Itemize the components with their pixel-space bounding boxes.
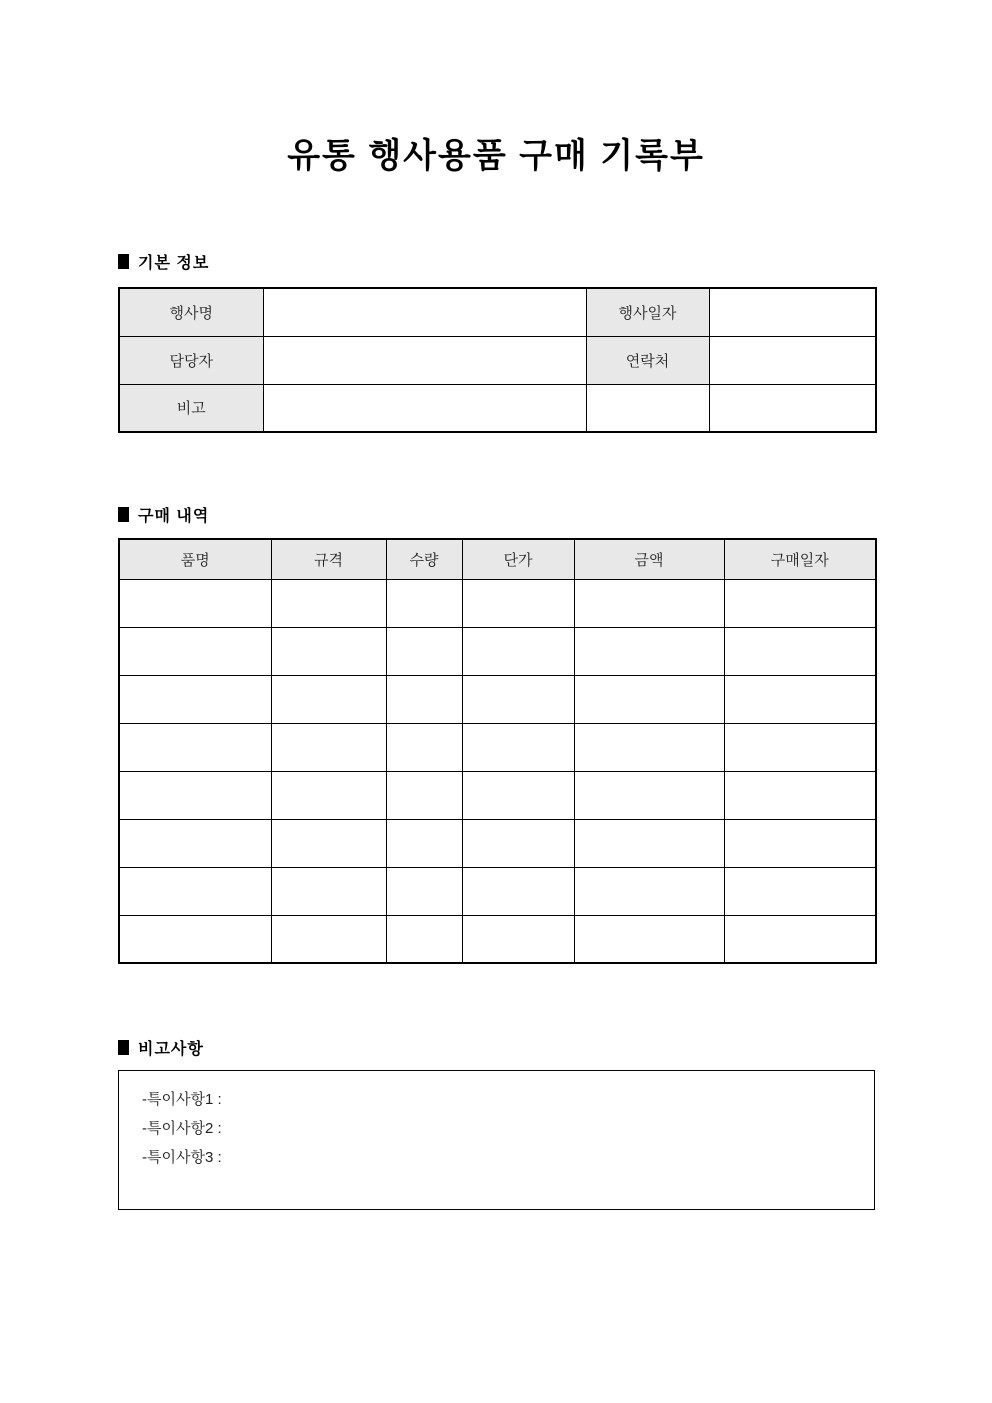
section-marker-icon — [118, 254, 129, 269]
purchase-cell-empty[interactable] — [574, 867, 724, 915]
purchase-cell-empty[interactable] — [724, 771, 876, 819]
purchase-row — [119, 867, 876, 915]
purchase-cell-empty[interactable] — [271, 867, 386, 915]
input-note-extra-1[interactable] — [586, 384, 709, 432]
page-title: 유통 행사용품 구매 기록부 — [287, 137, 705, 175]
section-heading-purchase-details — [118, 503, 209, 526]
purchase-cell-empty[interactable] — [271, 675, 386, 723]
section-marker-icon — [118, 1040, 129, 1055]
table-header-row — [119, 539, 876, 579]
purchase-row — [119, 723, 876, 771]
purchase-cell-empty[interactable] — [386, 819, 462, 867]
section-heading-label: 기본 정보 — [138, 255, 210, 272]
input-event-name[interactable] — [263, 288, 586, 336]
purchase-cell-empty[interactable] — [462, 723, 574, 771]
table-row — [119, 288, 876, 336]
purchase-cell-empty[interactable] — [271, 819, 386, 867]
purchase-cell-empty[interactable] — [386, 579, 462, 627]
purchase-cell-empty[interactable] — [386, 675, 462, 723]
purchase-cell-empty[interactable] — [271, 915, 386, 963]
col-header-item-name: 품명 — [119, 539, 271, 579]
purchase-row — [119, 579, 876, 627]
table-row — [119, 336, 876, 384]
purchase-cell-empty[interactable] — [119, 771, 271, 819]
purchase-cell-empty[interactable] — [462, 867, 574, 915]
purchase-cell-empty[interactable] — [462, 627, 574, 675]
purchase-cell-empty[interactable] — [724, 579, 876, 627]
col-header-purchase-date: 구매일자 — [724, 539, 876, 579]
purchase-cell-empty[interactable] — [119, 675, 271, 723]
purchase-cell-empty[interactable] — [119, 867, 271, 915]
purchase-cell-empty[interactable] — [386, 627, 462, 675]
purchase-details-table — [118, 538, 877, 964]
label-manager: 담당자 — [119, 336, 263, 384]
purchase-cell-empty[interactable] — [724, 675, 876, 723]
purchase-cell-empty[interactable] — [574, 579, 724, 627]
input-note-extra-2[interactable] — [709, 384, 876, 432]
section-heading-label: 구매 내역 — [138, 508, 210, 525]
purchase-cell-empty[interactable] — [271, 723, 386, 771]
purchase-cell-empty[interactable] — [386, 867, 462, 915]
purchase-cell-empty[interactable] — [462, 915, 574, 963]
purchase-cell-empty[interactable] — [119, 627, 271, 675]
label-event-date: 행사일자 — [586, 288, 709, 336]
basic-info-table — [118, 287, 877, 433]
input-contact[interactable] — [709, 336, 876, 384]
col-header-amount: 금액 — [574, 539, 724, 579]
purchase-cell-empty[interactable] — [386, 771, 462, 819]
purchase-row — [119, 915, 876, 963]
section-marker-icon — [118, 507, 129, 522]
purchase-cell-empty[interactable] — [462, 579, 574, 627]
label-contact: 연락처 — [586, 336, 709, 384]
purchase-cell-empty[interactable] — [574, 675, 724, 723]
purchase-cell-empty[interactable] — [271, 627, 386, 675]
input-event-date[interactable] — [709, 288, 876, 336]
purchase-cell-empty[interactable] — [119, 819, 271, 867]
purchase-cell-empty[interactable] — [462, 675, 574, 723]
purchase-cell-empty[interactable] — [119, 915, 271, 963]
section-heading-basic-info — [118, 250, 209, 273]
purchase-cell-empty[interactable] — [574, 627, 724, 675]
purchase-cell-empty[interactable] — [574, 723, 724, 771]
purchase-cell-empty[interactable] — [574, 915, 724, 963]
purchase-cell-empty[interactable] — [119, 723, 271, 771]
remarks-line: -특이사항3 : — [142, 1149, 222, 1166]
purchase-cell-empty[interactable] — [462, 819, 574, 867]
purchase-table-body — [119, 579, 876, 963]
purchase-cell-empty[interactable] — [386, 723, 462, 771]
remarks-box[interactable] — [118, 1070, 875, 1210]
purchase-row — [119, 819, 876, 867]
purchase-cell-empty[interactable] — [574, 771, 724, 819]
purchase-cell-empty[interactable] — [724, 915, 876, 963]
input-manager[interactable] — [263, 336, 586, 384]
purchase-cell-empty[interactable] — [119, 579, 271, 627]
remarks-line: -특이사항2 : — [142, 1120, 222, 1137]
section-heading-remarks — [118, 1036, 204, 1059]
col-header-quantity: 수량 — [386, 539, 462, 579]
purchase-cell-empty[interactable] — [462, 771, 574, 819]
purchase-cell-empty[interactable] — [271, 579, 386, 627]
purchase-cell-empty[interactable] — [724, 819, 876, 867]
purchase-row — [119, 627, 876, 675]
section-heading-label: 비고사항 — [138, 1041, 204, 1058]
table-row — [119, 384, 876, 432]
purchase-cell-empty[interactable] — [724, 723, 876, 771]
purchase-cell-empty[interactable] — [574, 819, 724, 867]
label-event-name: 행사명 — [119, 288, 263, 336]
col-header-unit-price: 단가 — [462, 539, 574, 579]
remarks-line: -특이사항1 : — [142, 1091, 222, 1108]
purchase-cell-empty[interactable] — [724, 627, 876, 675]
label-note: 비고 — [119, 384, 263, 432]
input-note[interactable] — [263, 384, 586, 432]
col-header-specification: 규격 — [271, 539, 386, 579]
purchase-row — [119, 771, 876, 819]
purchase-cell-empty[interactable] — [724, 867, 876, 915]
purchase-cell-empty[interactable] — [271, 771, 386, 819]
purchase-cell-empty[interactable] — [386, 915, 462, 963]
purchase-row — [119, 675, 876, 723]
